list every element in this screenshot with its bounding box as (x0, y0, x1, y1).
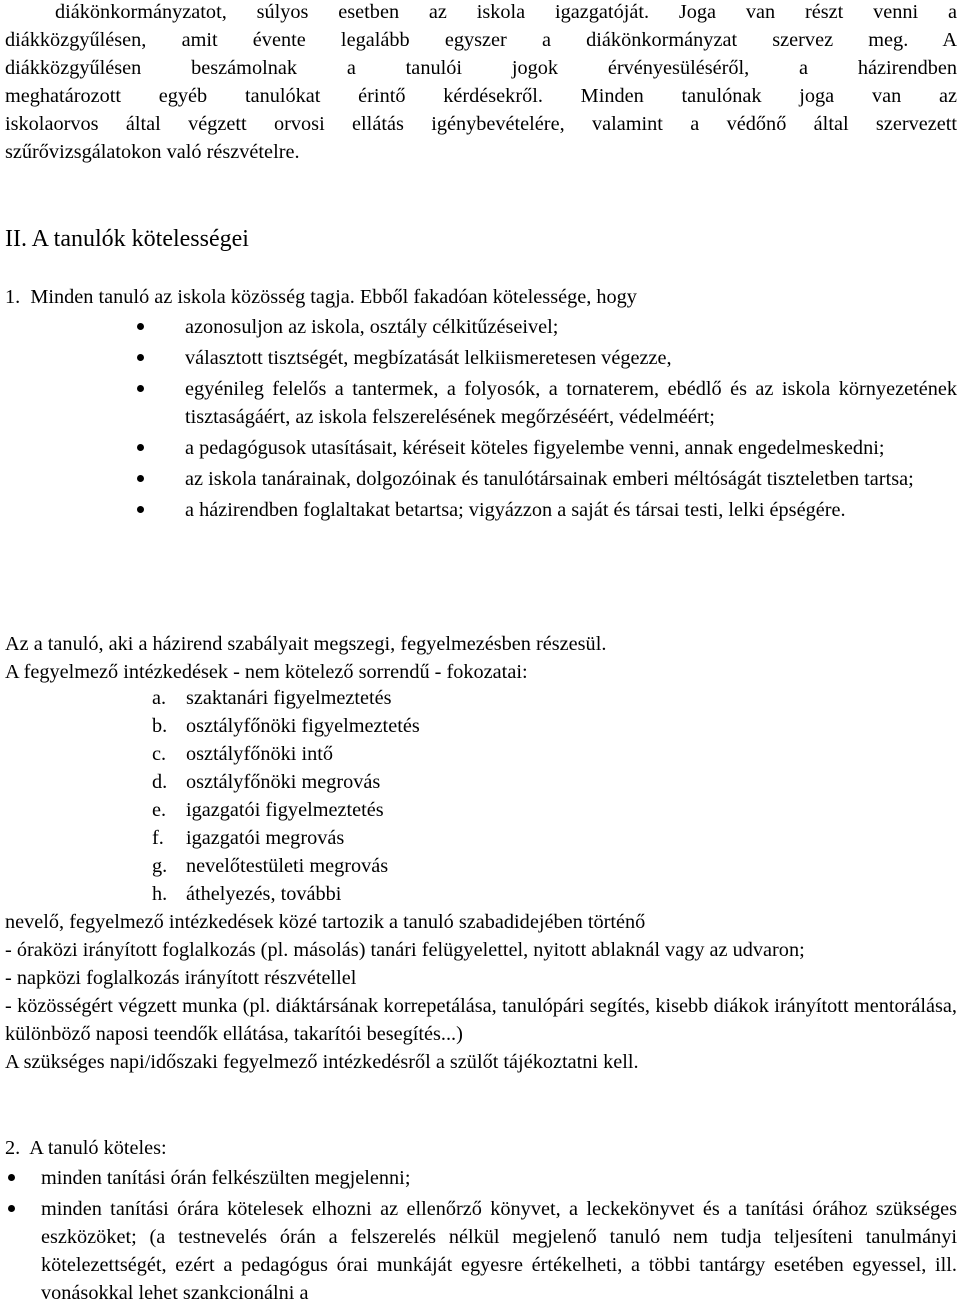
text-line: - közösségért végzett munka (pl. diáktársának korrepetálása, tanulópári segítés, kisebb diákok irányított mentorálása, különböző naposi teendők ellátása, takarítói besegítés...) (5, 995, 957, 1045)
bullet-icon (137, 385, 144, 392)
list-item-text: osztályfőnöki intő (186, 743, 334, 765)
list-item-text: azonosuljon az iskola, osztály célkitűzéseivel; (185, 316, 559, 338)
list-marker: e. (152, 799, 167, 821)
discipline-line: Az a tanuló, aki a házirend szabályait megszegi, fegyelmezésben részesül. (5, 633, 607, 655)
section-heading: II. A tanulók kötelességei (5, 226, 249, 252)
list-item (152, 740, 420, 768)
list-item (5, 1164, 957, 1192)
list-item-text: minden tanítási órára kötelesek elhozni az ellenőrző könyvet, a leckekönyvet és a tanítási órához szükséges eszközöket; (a testnevelés órán a felszerelés nélkül megjelenő tanuló nem tudja teljesíteni tanulmányi kötelezettségét, ezért a pedagógus órai munkáját egyesre értékelheti, a többi tantárgy esetében egyessel, ill. vonásokkal lehet szankcionálni a (41, 1198, 957, 1304)
list-item-text: szaktanári figyelmeztetés (186, 687, 392, 709)
bullet-icon (137, 506, 144, 513)
list-item (152, 824, 420, 852)
text-line: diákközgyűlésen, amit évente legalább egyszer a diákönkormányzat szervez meg. A (5, 29, 957, 51)
list-item-text: igazgatói megrovás (186, 827, 345, 849)
list-marker: d. (152, 771, 168, 793)
list-item (137, 344, 957, 372)
levels-intro: A fegyelmező intézkedések - nem kötelező sorrendű - fokozatai: (5, 661, 528, 683)
duties-list (5, 1164, 957, 1307)
list-item-text: az iskola tanárainak, dolgozóinak és tanulótársainak emberi méltóságát tiszteletben tartsa; (185, 468, 914, 490)
list-marker: h. (152, 883, 168, 905)
list-marker: c. (152, 743, 167, 765)
bullet-icon (8, 1174, 15, 1181)
bullet-icon (137, 475, 144, 482)
intro-paragraph (5, 0, 957, 166)
list-item (137, 375, 957, 431)
list-marker: f. (152, 827, 164, 849)
section1-intro: 1. Minden tanuló az iskola közösség tagja. Ebből fakadóan kötelessége, hogy (5, 286, 637, 308)
list-marker: a. (152, 687, 167, 709)
list-item-text: igazgatói figyelmeztetés (186, 799, 384, 821)
list-item-text: a házirendben foglaltakat betartsa; vigyázzon a saját és társai testi, lelki épségére. (185, 499, 846, 521)
list-item (137, 496, 957, 524)
list-item-text: választott tisztségét, megbízatását lelkiismeretesen végezze, (185, 347, 672, 369)
list-item-text: osztályfőnöki megrovás (186, 771, 381, 793)
text-line: A szükséges napi/időszaki fegyelmező intézkedésről a szülőt tájékoztatni kell. (5, 1051, 639, 1073)
list-item (137, 465, 957, 493)
list-item (152, 880, 420, 908)
obligations-list (137, 313, 957, 524)
text-line: - óraközi irányított foglalkozás (pl. másolás) tanári felügyelettel, nyitott ablaknál vagy az udvaron; (5, 939, 805, 961)
measures-paragraph (5, 908, 957, 1076)
list-item (152, 852, 420, 880)
list-item-text: áthelyezés, további (186, 883, 342, 905)
list-item-text: osztályfőnöki figyelmeztetés (186, 715, 420, 737)
text-line: diákközgyűlésen beszámolnak a tanulói jogok érvényesüléséről, a házirendben (5, 57, 957, 79)
text-line: szűrővizsgálatokon való részvételre. (5, 141, 300, 163)
text-line: - napközi foglalkozás irányított részvétellel (5, 967, 357, 989)
list-item-text: minden tanítási órán felkészülten megjelenni; (41, 1167, 411, 1189)
list-item (137, 313, 957, 341)
list-item (152, 796, 420, 824)
list-item (152, 684, 420, 712)
bullet-icon (8, 1205, 15, 1212)
text-line: meghatározott egyéb tanulókat érintő kérdésekről. Minden tanulónak joga van az (5, 85, 957, 107)
list-item-text: a pedagógusok utasításait, kéréseit köteles figyelembe venni, annak engedelmeskedni; (185, 437, 885, 459)
list-item (137, 434, 957, 462)
bullet-icon (137, 354, 144, 361)
text-line: iskolaorvos által végzett orvosi ellátás igénybevételére, valamint a védőnő által szervezett (5, 113, 957, 135)
text-line: diákönkormányzatot, súlyos esetben az iskola igazgatóját. Joga van részt venni a (55, 1, 957, 23)
bullet-icon (137, 323, 144, 330)
list-item (5, 1195, 957, 1307)
bullet-icon (137, 444, 144, 451)
discipline-levels-list (152, 684, 420, 908)
text-line: nevelő, fegyelmező intézkedések közé tartozik a tanuló szabadidejében történő (5, 911, 646, 933)
list-item (152, 768, 420, 796)
section2-intro: 2. A tanuló köteles: (5, 1137, 167, 1159)
list-item-text: nevelőtestületi megrovás (186, 855, 389, 877)
list-item-text: egyénileg felelős a tantermek, a folyosók, a tornaterem, ebédlő és az iskola környezetének tisztaságáért, az iskola felszerelésének megőrzéséért, védelméért; (185, 378, 957, 428)
list-item (152, 712, 420, 740)
list-marker: g. (152, 855, 168, 877)
list-marker: b. (152, 715, 168, 737)
